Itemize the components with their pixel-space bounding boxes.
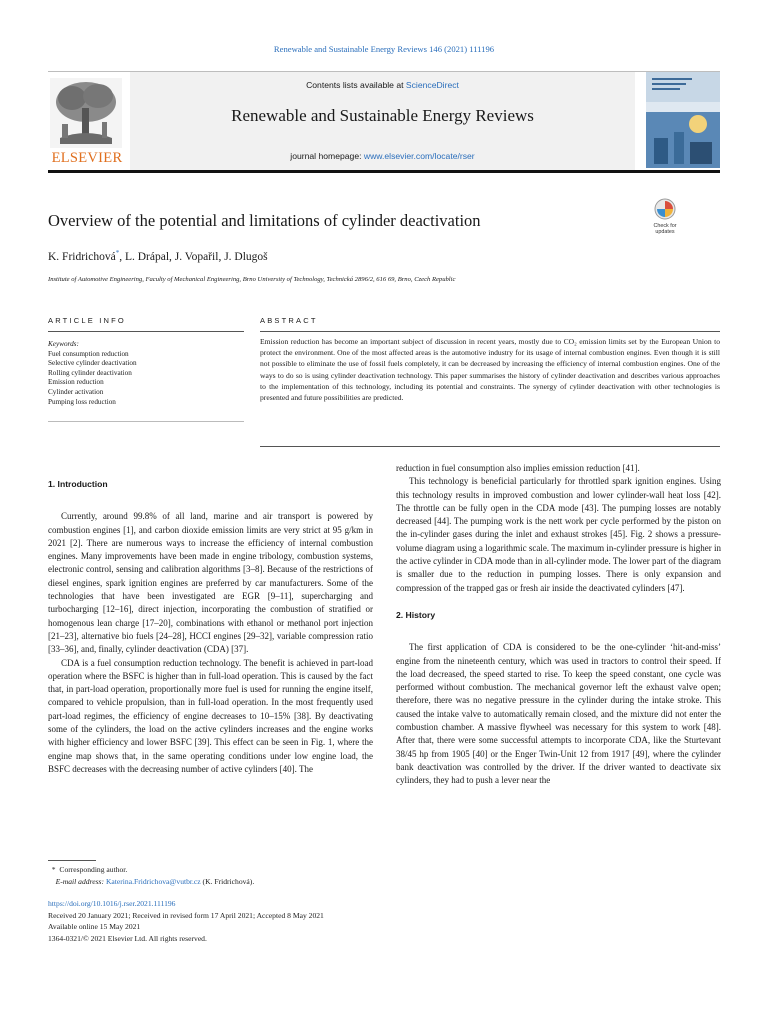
received-dates: Received 20 January 2021; Received in revised form 17 April 2021; Accepted 8 May 2021	[48, 910, 324, 920]
copyright-line: 1364-0321/© 2021 Elsevier Ltd. All rights reserved.	[48, 934, 207, 944]
article-info-heading: ARTICLE INFO	[48, 316, 126, 325]
doi-link[interactable]: https://doi.org/10.1016/j.rser.2021.111196	[48, 899, 176, 908]
corresponding-author-mark[interactable]: *	[115, 249, 120, 257]
homepage-link[interactable]: www.elsevier.com/locate/rser	[363, 151, 475, 161]
journal-citation-link[interactable]: Renewable and Sustainable Energy Reviews 146 (2021) 111196	[273, 44, 495, 54]
keywords-label: Keywords:	[48, 340, 79, 348]
abstract-text: Emission reduction has become an important subject of discussion in recent years, mostly due to CO₂ emission limits set by the European Union to protect the environment. One of the most affected areas is the automotive industry for its usage of internal combustion engines. Even though it is still not possible to eliminate the use of fossil fuels completely, it can be decreased by increasing the efficiency of internal combustion engines. One of the ways to do so is using cylinder deactivation technology. This paper summarises the history of cylinder deactivation and describes various approaches to the implementation of this technology, including its potential and constraints. The synergy of cylinder deactivation with other technologies is presented and future possibilities are predicted.	[260, 337, 720, 403]
article-info-rule	[48, 331, 244, 332]
contents-prefix: Contents lists available at	[306, 80, 406, 90]
email-line	[48, 876, 448, 888]
abstract-bottom-rule	[260, 446, 720, 447]
elsevier-wordmark: ELSEVIER	[51, 150, 123, 166]
keyword-item: Selective cylinder deactivation	[48, 359, 137, 368]
corresponding-line	[48, 864, 448, 876]
body-paragraph: Currently, around 99.8% of all land, marine and air transport is powered by combustion engines [1], and carbon dioxide emission limits are very strict at 95 g/km in 2021 [2]. There are numerous ways to increase the efficiency of internal combustion engines. Many improvements have been made in engine tribology, combustion systems, electronic control, sensing and calibration algorithms [3–8]. Because of the restrictions of diesel engines, spark ignition engines are preferred by car manufacturers. Some of the technologies that have been investigated are EGR [9–11], supercharging and turbocharging [12–16], direct injection, incorporating the combustion of stratified or homogenous lean charge [17–20], combinations with ethanol or methanol port injection [21–23], alternative bio fuels [24–28], HCCI engines [29–32], variable compression ratio [33–36], and, finally, cylinder deactivation (CDA) [37].	[48, 511, 373, 655]
other-authors: , L. Drápal, J. Vopařil, J. Dlugoš	[119, 250, 268, 263]
check-updates-line1: Check for	[653, 223, 677, 229]
check-updates-line2: updates	[655, 229, 675, 235]
email-link[interactable]: Katerina.Fridrichova@vutbr.cz	[105, 876, 201, 886]
header-bottom-rule	[48, 170, 720, 173]
author-1: K. Fridrichová	[48, 250, 116, 263]
contents-available-line	[130, 80, 635, 90]
body-left-column	[48, 478, 373, 776]
journal-name: Renewable and Sustainable Energy Reviews	[231, 106, 534, 125]
article-info-bottom-rule	[48, 421, 244, 422]
publication-info	[48, 898, 548, 945]
section-heading-history: 2. History	[396, 609, 436, 620]
sciencedirect-link[interactable]: ScienceDirect	[405, 80, 459, 90]
affiliation: Institute of Automotive Engineering, Faculty of Mechanical Engineering, Brno University of Technology, Technická 2896/2, 616 69, Brno, Czech Republic	[48, 276, 456, 283]
keyword-item: Rolling cylinder deactivation	[48, 368, 132, 377]
body-paragraph: This technology is beneficial particularly for throttled spark ignition engines. Using this technology results in improved combustion and lower cylinder-wall heat loss [42]. The throttle can be fully open in the CDA mode [43]. The pumping losses are notably decreased [44]. The pumping work is the nett work per cycle performed by the piston on the in-cylinder gases during the inlet and exhaust strokes [45]. Fig. 2 shows a pressure-volume diagram using a logarithmic scale. The maximum in-cylinder pressure is higher in the active cylinder in CDA mode than in all-cylinder mode. The lower part of the diagram is smaller due to the reduction in pumping losses. There is only expansion and compression of the trapped gas or fresh air inside the deactivated cylinders [47].	[396, 476, 721, 593]
available-online: Available online 15 May 2021	[48, 922, 141, 932]
journal-cover-thumbnail[interactable]	[646, 72, 720, 168]
author-list	[48, 249, 268, 263]
email-label: E-mail address:	[55, 876, 106, 886]
keywords-block	[48, 340, 248, 407]
keyword-item: Pumping loss reduction	[48, 397, 116, 406]
body-right-column	[396, 462, 721, 788]
check-for-updates-badge[interactable]	[645, 196, 685, 236]
keyword-item: Fuel consumption reduction	[48, 349, 129, 358]
journal-homepage-line	[130, 151, 635, 161]
corresponding-label: Corresponding author.	[59, 865, 128, 874]
section-heading-introduction: 1. Introduction	[48, 479, 108, 489]
body-paragraph-continued: reduction in fuel consumption also implies emission reduction [41].	[396, 463, 640, 473]
article-title: Overview of the potential and limitations of cylinder deactivation	[48, 211, 481, 230]
footnote-rule	[48, 860, 96, 861]
email-suffix: (K. Fridrichová).	[200, 876, 255, 886]
body-paragraph: CDA is a fuel consumption reduction technology. The benefit is achieved in part-load operation where the BSFC is higher than in full-load operation. This is caused by the fact that, in part-load operation, proportionally more fuel is used for running the engine itself, compared to vehicle propulsion, than in full-load operation. In the most frequently used part-load regimes, the efficiency of engine decreases to 10–15% [38]. By deactivating some of the cylinders, the load on the active cylinders increases and the engine works with higher efficiency and lower BSFC [39]. This effect can be seen in Fig. 1, where the engine map shows that, in the same operating conditions under low engine load, the BSFC decreases with the decreasing number of active cylinders [40]. The	[48, 657, 373, 774]
abstract-heading: ABSTRACT	[260, 316, 318, 325]
keyword-item: Emission reduction	[48, 378, 104, 387]
abstract-rule	[260, 331, 720, 332]
homepage-prefix: journal homepage:	[290, 151, 364, 161]
body-paragraph: The first application of CDA is considered to be the one-cylinder ‘hit-and-miss’ engine from the nineteenth century, which was used in tractors to control their speed. If the load decreased, the speed started to rise. To keep the speed constant, one cycle was performed without combustion. The mechanical governor left the exhaust valve open; therefore, there was no negative pressure in the cylinder during the intake stroke. This caused the intake valve to automatically remain closed, and the mixture did not enter the combustion chamber. A massive flywheel was necessary for this system to work [48]. After that, there were some successful attempts to incorporate CDA, like the Sturtevant 38/45 hp from 1905 [40] or the Enger Twin-Unit 12 from 1917 [49], where the cylinder bank deactivation was controlled by the driver. If the driver wanted to deactivate six cylinders, they had to push a lever near the	[396, 642, 721, 786]
elsevier-tree-logo-icon	[50, 78, 122, 148]
footnote-mark: *	[51, 865, 56, 874]
keyword-item: Cylinder activation	[48, 387, 104, 396]
corresponding-author-footnote	[48, 864, 448, 887]
